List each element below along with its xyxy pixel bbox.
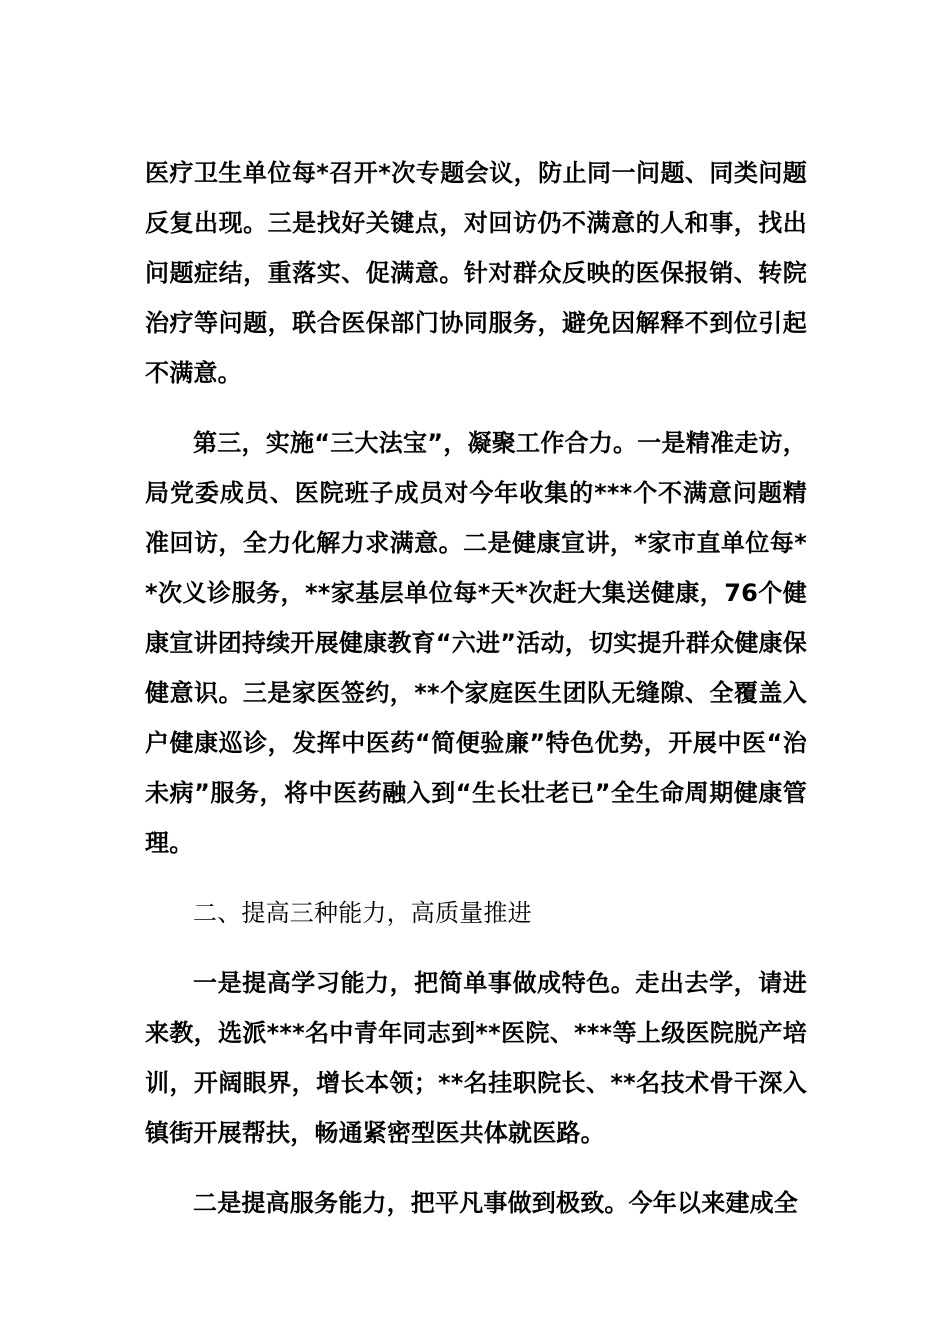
paragraph-third-measure: 第三，实施“三大法宝”，凝聚工作合力。一是精准走访，局党委成员、医院班子成员对今年收集的***个不满意问题精准回访，全力化解力求满意。二是健康宣讲，*家市直单位每**次义诊服务，**家基层单位每*天*次赶大集送健康，76个健康宣讲团持续开展健康教育“六进”活动，切实提升群众健康保健意识。三是家医签约，**个家庭医生团队无缝隙、全覆盖入户健康巡诊，发挥中医药“简便验廉”特色优势，开展中医“治未病”服务，将中医药融入到“生长壮老已”全生命周期健康管理。 bbox=[145, 429, 807, 857]
section-heading: 二、提高三种能力，高质量推进 bbox=[193, 899, 532, 927]
document-body bbox=[145, 148, 807, 1228]
paragraph-learning-ability: 一是提高学习能力，把简单事做成特色。走出去学，请进来教，选派***名中青年同志到**医院、***等上级医院脱产培训，开阔眼界，增长本领；**名挂职院长、**名技术骨干深入镇街开展帮扶，畅通紧密型医共体就医路。 bbox=[145, 969, 807, 1147]
paragraph-service-ability: 二是提高服务能力，把平凡事做到极致。今年以来建成全 bbox=[193, 1189, 798, 1217]
paragraph-continuation: 医疗卫生单位每*召开*次专题会议，防止同一问题、同类问题反复出现。三是找好关键点，对回访仍不满意的人和事，找出问题症结，重落实、促满意。针对群众反映的医保报销、转院治疗等问题，联合医保部门协同服务，避免因解释不到位引起不满意。 bbox=[145, 159, 807, 387]
